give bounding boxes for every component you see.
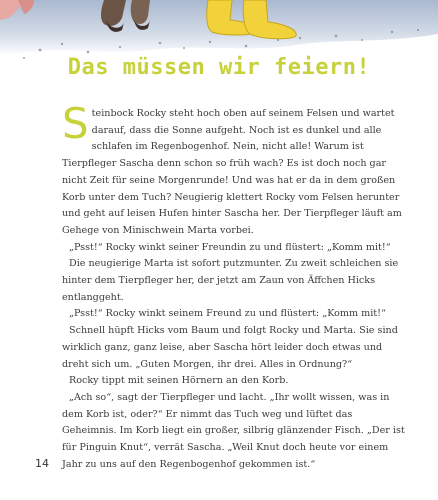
story-paragraph: [62, 99, 408, 240]
chapter-title: Das müssen wir feiern!: [67, 55, 371, 80]
story-paragraph: „Ach so“, sagt der Tierpfleger und lacht. „Ihr wollt wissen, was in dem Korb ist, oder?“ Er nimmt das Tuch weg und lüftet das Geheimnis. Im Korb liegt ein großer, silbrig glänzender Fisch. „Der ist für Pinguin Knut“, verrät Sascha. „Weil Knut doch heute vor einem Jahr zu uns auf den Regenbogenhof gekommen ist.“: [62, 391, 405, 470]
paragraph-text: teinbock Rocky steht hoch oben auf seinem Felsen und wartet darauf, dass die Sonne aufgeht. Noch ist es dunkel und alle schlafen im Regenbogenhof. Nein, nicht alle! Warum ist Tierpfleger Sascha denn schon so früh wach? Es ist doch noch gar nicht Zeit für seine Morgenrunde! Und was hat er da in dem großen Korb unter dem Tuch? Neugierig klettert Rocky vom Felsen herunter und geht auf leisen Hufen hinter Sascha her. Der Tierpfleger läuft am Gehege von Minischwein Marta vorbei.: [62, 108, 402, 236]
drop-cap: S: [62, 99, 89, 148]
page-number: 14: [35, 457, 49, 470]
story-paragraph: Schnell hüpft Hicks vom Baum und folgt Rocky und Marta. Sie sind wirklich ganz, ganz leise, aber Sascha hört leider doch etwas und dreht sich um. „Guten Morgen, ihr drei. Alles in Ordnung?“: [62, 325, 398, 370]
story-paragraph: „Psst!“ Rocky winkt seinem Freund zu und flüstert: „Komm mit!“: [69, 308, 386, 320]
story-text: [62, 99, 408, 473]
story-paragraph: Die neugierige Marta ist sofort putzmunter. Zu zweit schleichen sie hinter dem Tierpfleger her, der jetzt am Zaun von Äffchen Hicks entlanggeht.: [62, 258, 399, 303]
story-paragraph: „Psst!“ Rocky winkt seiner Freundin zu und flüstert: „Komm mit!“: [69, 241, 391, 253]
story-paragraph: Rocky tippt mit seinen Hörnern an den Korb.: [69, 375, 289, 387]
